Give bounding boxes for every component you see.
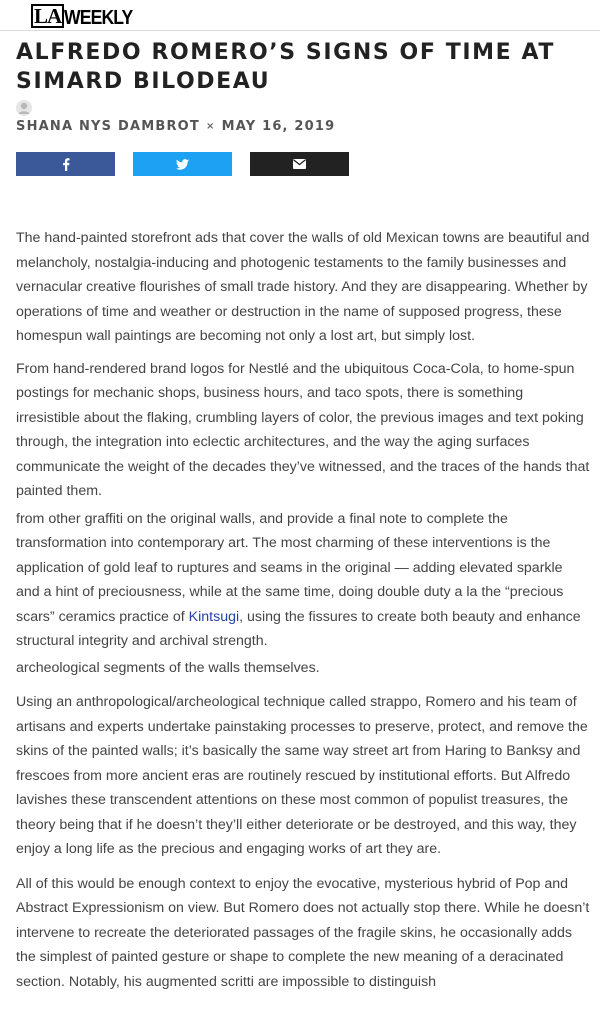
- facebook-icon: [62, 158, 70, 171]
- article-paragraph-4: archeological segments of the walls themselves.: [16, 659, 320, 676]
- envelope-icon: [293, 159, 306, 169]
- logo-la-mark: LA: [31, 4, 64, 28]
- share-email-button[interactable]: [250, 152, 349, 176]
- kintsugi-link[interactable]: Kintsugi: [188, 608, 240, 625]
- site-header: [0, 0, 600, 31]
- article-paragraph-5: Using an anthropological/archeological technique called strappo, Romero and his team of artisans and experts undertake painstaking processes to preserve, protect, and remove the skins of the painted walls; it’s basically the same way street art from Haring to Banksy and frescoes from more ancient eras are routinely rescued by institutional efforts. But Alfredo lavishes these transcendent attentions on these most common of populist treasures, the theory being that if he doesn’t they’ll either deteriorate or be destroyed, and this way, they enjoy a long life as the precious and engaging works of art they are.: [16, 694, 588, 857]
- article-paragraph-3: [16, 507, 590, 654]
- paragraph-3-text-start: from other graffiti on the original walls, and provide a final note to complete the transformation into contemporary art. The most charming of these interventions is the application of gold leaf to ruptures and seams in the original — adding elevated sparkle and a hint of preciousness, while at the same time, doing double duty a la the “precious scars” ceramics practice of: [16, 510, 564, 625]
- share-facebook-button[interactable]: [16, 152, 115, 176]
- la-weekly-logo[interactable]: [31, 6, 142, 28]
- logo-weekly-wordmark: WEEKLY: [64, 7, 133, 29]
- article-paragraph-2: From hand-rendered brand logos for Nestlé and the ubiquitous Coca-Cola, to home-spun postings for mechanic shops, business hours, and taco spots, there is something irresistible about the flaking, crumbling layers of color, the previous images and text poking through, the integration into eclectic architectures, and the way the aging surfaces communicate the weight of the decades they’ve witnessed, and the traces of the hands that painted them.: [16, 360, 590, 499]
- publish-date: MAY 16, 2019: [221, 119, 336, 134]
- article-body: [16, 226, 590, 994]
- share-twitter-button[interactable]: [133, 152, 232, 176]
- article-paragraph-6: All of this would be enough context to enjoy the evocative, mysterious hybrid of Pop and Abstract Expressionism on view. But Romero does not actually stop there. While he doesn’t intervene to recreate the deteriorated passages of the fragile skins, he occasionally adds the simplest of painted gesture or shape to complete the new meaning of a deracinated section. Notably, his augmented scritti are impossible to distinguish: [16, 875, 590, 990]
- article-title: ALFREDO ROMERO’S SIGNS OF TIME AT SIMARD BILODEAU: [16, 40, 556, 94]
- twitter-icon: [176, 159, 189, 170]
- byline: [16, 119, 335, 134]
- article-paragraph-1: The hand-painted storefront ads that cover the walls of old Mexican towns are beautiful and melancholy, nostalgia-inducing and photogenic testaments to the family businesses and vernacular creative flourishes of small trade history. And they are disappearing. Whether by operations of time and weather or destruction in the name of supposed progress, these homespun wall paintings are becoming not only a lost art, but simply lost.: [16, 230, 590, 344]
- byline-separator: ×: [205, 121, 216, 132]
- paragraph-3-text-end: , using the fissures to create both beauty and enhance structural integrity and archival strength.: [16, 608, 581, 649]
- author-avatar-icon: [16, 100, 32, 116]
- author-name[interactable]: SHANA NYS DAMBROT: [16, 119, 200, 134]
